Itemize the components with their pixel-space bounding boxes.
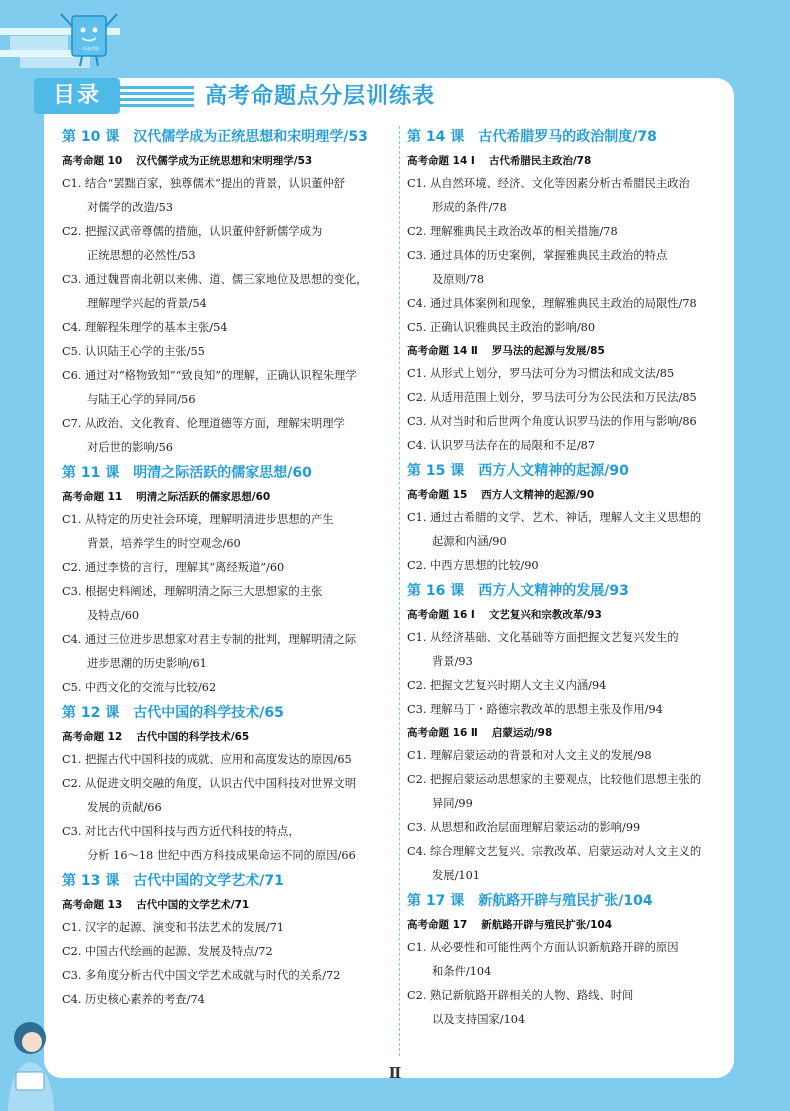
lesson-title: 古代希腊罗马的政治制度/78 bbox=[478, 129, 657, 145]
toc-item-continuation: 理解理学兴起的背景/54 bbox=[87, 297, 207, 310]
toc-item-text: C3. 对比古代中国科技与西方近代科技的特点， bbox=[62, 825, 300, 838]
toc-item-text: C2. 理解雅典民主政治改革的相关措施/78 bbox=[407, 225, 618, 238]
lesson-number: 第 15 课 bbox=[407, 463, 465, 479]
toc-item-continuation: 分析 16～18 世纪中西方科技成果命运不同的原因/66 bbox=[87, 849, 356, 862]
toc-item-continuation: 和条件/104 bbox=[432, 965, 492, 978]
toc-item-text: C2. 中国古代绘画的起源、发展及特点/72 bbox=[62, 945, 273, 958]
toc-item-continuation: 背景/93 bbox=[432, 655, 473, 668]
lesson-heading[interactable] bbox=[407, 124, 732, 150]
toc-item-text: C3. 多角度分析古代中国文学艺术成就与时代的关系/72 bbox=[62, 969, 341, 982]
exam-topic-label: 高考命题 11 bbox=[62, 491, 123, 503]
lesson-heading[interactable] bbox=[62, 868, 392, 894]
lesson-number: 第 17 课 bbox=[407, 893, 465, 909]
toc-item[interactable] bbox=[62, 772, 392, 820]
toc-item-text: C1. 从特定的历史社会环境，理解明清进步思想的产生 bbox=[62, 513, 334, 526]
toc-item-text: C2. 熟记新航路开辟相关的人物、路线、时间 bbox=[407, 989, 634, 1002]
exam-topic-heading[interactable] bbox=[407, 150, 732, 172]
lesson-heading[interactable] bbox=[62, 460, 392, 486]
lesson-heading[interactable] bbox=[407, 888, 732, 914]
toc-item-continuation: 及特点/60 bbox=[87, 609, 140, 622]
toc-item-continuation: 形成的条件/78 bbox=[432, 201, 507, 214]
lesson-number: 第 12 课 bbox=[62, 705, 120, 721]
exam-topic-heading[interactable] bbox=[407, 722, 732, 744]
toc-item[interactable] bbox=[407, 744, 732, 768]
toc-stripes bbox=[118, 86, 194, 108]
toc-item[interactable] bbox=[62, 412, 392, 460]
lesson-title: 汉代儒学成为正统思想和宋明理学/53 bbox=[133, 129, 368, 145]
exam-topic-title: 古代希腊民主政治/78 bbox=[488, 155, 592, 167]
toc-item[interactable] bbox=[407, 410, 732, 434]
toc-item[interactable] bbox=[62, 676, 392, 700]
toc-item-text: C1. 从形式上划分，罗马法可分为习惯法和成文法/85 bbox=[407, 367, 675, 380]
exam-topic-title: 古代中国的文学艺术/71 bbox=[136, 899, 250, 911]
lesson-title: 明清之际活跃的儒家思想/60 bbox=[133, 465, 312, 481]
toc-item-text: C1. 把握古代中国科技的成就、应用和高度发达的原因/65 bbox=[62, 753, 352, 766]
exam-topic-label: 高考命题 14 Ⅱ bbox=[407, 345, 478, 357]
lesson-title: 古代中国的文学艺术/71 bbox=[133, 873, 284, 889]
toc-item[interactable] bbox=[62, 988, 392, 1012]
lesson-title: 新航路开辟与殖民扩张/104 bbox=[478, 893, 653, 909]
toc-item[interactable] bbox=[407, 674, 732, 698]
exam-topic-label: 高考命题 15 bbox=[407, 489, 468, 501]
exam-topic-heading[interactable] bbox=[407, 340, 732, 362]
toc-item-text: C7. 从政治、文化教育、伦理道德等方面，理解宋明理学 bbox=[62, 417, 345, 430]
toc-item[interactable] bbox=[407, 698, 732, 722]
exam-topic-label: 高考命题 13 bbox=[62, 899, 123, 911]
toc-left-column bbox=[62, 124, 392, 1012]
exam-topic-label: 高考命题 12 bbox=[62, 731, 123, 743]
toc-item-text: C4. 综合理解文艺复兴、宗教改革、启蒙运动对人文主义的 bbox=[407, 845, 702, 858]
toc-item-text: C4. 通过三位进步思想家对君主专制的批判，理解明清之际 bbox=[62, 633, 357, 646]
exam-topic-label: 高考命题 17 bbox=[407, 919, 468, 931]
toc-item[interactable] bbox=[407, 244, 732, 292]
toc-item-text: C2. 把握文艺复兴时期人文主义内涵/94 bbox=[407, 679, 607, 692]
toc-item[interactable] bbox=[62, 820, 392, 868]
toc-item-text: C5. 中西文化的交流与比较/62 bbox=[62, 681, 217, 694]
toc-item[interactable] bbox=[407, 768, 732, 816]
toc-item[interactable] bbox=[62, 748, 392, 772]
book-mascot-icon bbox=[58, 8, 120, 68]
toc-item[interactable] bbox=[407, 816, 732, 840]
toc-item[interactable] bbox=[62, 220, 392, 268]
toc-item-text: C2. 把握汉武帝尊儒的措施，认识董仲舒新儒学成为 bbox=[62, 225, 323, 238]
mascot-text: 一本高考通 bbox=[79, 46, 99, 51]
lesson-heading[interactable] bbox=[407, 578, 732, 604]
toc-item[interactable] bbox=[407, 292, 732, 316]
toc-item-continuation: 与陆王心学的异同/56 bbox=[87, 393, 196, 406]
toc-item-text: C2. 通过李贽的言行，理解其“离经叛道”/60 bbox=[62, 561, 285, 574]
exam-topic-title: 罗马法的起源与发展/85 bbox=[491, 345, 605, 357]
toc-item-text: C1. 理解启蒙运动的背景和对人文主义的发展/98 bbox=[407, 749, 652, 762]
toc-item-text: C3. 从思想和政治层面理解启蒙运动的影响/99 bbox=[407, 821, 641, 834]
exam-topic-heading[interactable] bbox=[407, 484, 732, 506]
toc-item[interactable] bbox=[407, 220, 732, 244]
lesson-number: 第 11 课 bbox=[62, 465, 120, 481]
toc-item[interactable] bbox=[62, 364, 392, 412]
toc-item-text: C1. 从必要性和可能性两个方面认识新航路开辟的原因 bbox=[407, 941, 679, 954]
toc-item-text: C4. 通过具体案例和现象，理解雅典民主政治的局限性/78 bbox=[407, 297, 697, 310]
toc-item-text: C3. 根据史料阐述，理解明清之际三大思想家的主张 bbox=[62, 585, 323, 598]
exam-topic-heading[interactable] bbox=[407, 914, 732, 936]
lesson-number: 第 16 课 bbox=[407, 583, 465, 599]
lesson-heading[interactable] bbox=[407, 458, 732, 484]
toc-item[interactable] bbox=[62, 172, 392, 220]
exam-topic-label: 高考命题 10 bbox=[62, 155, 123, 167]
toc-right-column bbox=[407, 124, 732, 1032]
toc-item-continuation: 对儒学的改造/53 bbox=[87, 201, 173, 214]
exam-topic-label: 高考命题 16 Ⅰ bbox=[407, 609, 475, 621]
toc-item[interactable] bbox=[407, 554, 732, 578]
toc-item[interactable] bbox=[62, 580, 392, 628]
toc-item-continuation: 正统思想的必然性/53 bbox=[87, 249, 196, 262]
toc-item[interactable] bbox=[407, 936, 732, 984]
exam-topic-heading[interactable] bbox=[62, 726, 392, 748]
toc-item[interactable] bbox=[62, 556, 392, 580]
reading-girl-illustration bbox=[0, 1010, 60, 1111]
exam-topic-title: 古代中国的科学技术/65 bbox=[136, 731, 250, 743]
toc-item[interactable] bbox=[62, 940, 392, 964]
toc-item-text: C1. 从自然环境、经济、文化等因素分析古希腊民主政治 bbox=[407, 177, 690, 190]
toc-item-text: C3. 从对当时和后世两个角度认识罗马法的作用与影响/86 bbox=[407, 415, 697, 428]
toc-item-continuation: 发展/101 bbox=[432, 869, 480, 882]
page-title: 高考命题点分层训练表 bbox=[205, 84, 436, 109]
toc-item-text: C3. 通过魏晋南北朝以来佛、道、儒三家地位及思想的变化， bbox=[62, 273, 368, 286]
lesson-title: 西方人文精神的起源/90 bbox=[478, 463, 629, 479]
exam-topic-heading[interactable] bbox=[62, 486, 392, 508]
exam-topic-title: 西方人文精神的起源/90 bbox=[481, 489, 595, 501]
toc-item-continuation: 异同/99 bbox=[432, 797, 473, 810]
toc-item-continuation: 及原则/78 bbox=[432, 273, 485, 286]
exam-topic-title: 汉代儒学成为正统思想和宋明理学/53 bbox=[136, 155, 313, 167]
toc-item[interactable] bbox=[62, 268, 392, 316]
toc-item[interactable] bbox=[62, 508, 392, 556]
toc-label: 目录 bbox=[34, 78, 120, 114]
toc-item-continuation: 进步思潮的历史影响/61 bbox=[87, 657, 207, 670]
toc-item[interactable] bbox=[407, 626, 732, 674]
toc-item-text: C1. 通过古希腊的文学、艺术、神话，理解人文主义思想的 bbox=[407, 511, 702, 524]
toc-item[interactable] bbox=[62, 964, 392, 988]
toc-item[interactable] bbox=[407, 840, 732, 888]
toc-item-text: C4. 认识罗马法存在的局限和不足/87 bbox=[407, 439, 596, 452]
toc-item[interactable] bbox=[407, 316, 732, 340]
toc-item[interactable] bbox=[407, 434, 732, 458]
toc-item-continuation: 背景，培养学生的时空观念/60 bbox=[87, 537, 241, 550]
toc-item-continuation: 起源和内涵/90 bbox=[432, 535, 507, 548]
lesson-number: 第 10 课 bbox=[62, 129, 120, 145]
lesson-number: 第 14 课 bbox=[407, 129, 465, 145]
column-divider bbox=[399, 126, 400, 1056]
toc-item-text: C5. 正确认识雅典民主政治的影响/80 bbox=[407, 321, 596, 334]
toc-item-text: C2. 从促进文明交融的角度，认识古代中国科技对世界文明 bbox=[62, 777, 357, 790]
exam-topic-title: 明清之际活跃的儒家思想/60 bbox=[136, 491, 271, 503]
toc-item[interactable] bbox=[407, 506, 732, 554]
toc-item-text: C5. 认识陆王心学的主张/55 bbox=[62, 345, 205, 358]
toc-item[interactable] bbox=[407, 984, 732, 1032]
toc-item[interactable] bbox=[62, 340, 392, 364]
page-number: Ⅱ bbox=[388, 1064, 402, 1082]
toc-item-continuation: 以及支持国家/104 bbox=[432, 1013, 526, 1026]
exam-topic-heading[interactable] bbox=[62, 894, 392, 916]
toc-item-text: C3. 理解马丁・路德宗教改革的思想主张及作用/94 bbox=[407, 703, 663, 716]
toc-item[interactable] bbox=[62, 628, 392, 676]
exam-topic-heading[interactable] bbox=[62, 150, 392, 172]
exam-topic-title: 文艺复兴和宗教改革/93 bbox=[488, 609, 602, 621]
toc-item-text: C2. 从适用范围上划分，罗马法可分为公民法和万民法/85 bbox=[407, 391, 697, 404]
toc-item-text: C1. 从经济基础、文化基础等方面把握文艺复兴发生的 bbox=[407, 631, 679, 644]
exam-topic-title: 启蒙运动/98 bbox=[491, 727, 553, 739]
lesson-heading[interactable] bbox=[62, 700, 392, 726]
toc-item-text: C4. 历史核心素养的考查/74 bbox=[62, 993, 205, 1006]
lesson-number: 第 13 课 bbox=[62, 873, 120, 889]
toc-item-text: C2. 中西方思想的比较/90 bbox=[407, 559, 539, 572]
exam-topic-heading[interactable] bbox=[407, 604, 732, 626]
lesson-title: 古代中国的科学技术/65 bbox=[133, 705, 284, 721]
toc-item[interactable] bbox=[62, 916, 392, 940]
toc-item-text: C1. 汉字的起源、演变和书法艺术的发展/71 bbox=[62, 921, 284, 934]
toc-item[interactable] bbox=[407, 386, 732, 410]
toc-item-continuation: 发展的贡献/66 bbox=[87, 801, 162, 814]
toc-item-text: C6. 通过对“格物致知”“致良知”的理解，正确认识程朱理学 bbox=[62, 369, 357, 382]
toc-item-text: C3. 通过具体的历史案例，掌握雅典民主政治的特点 bbox=[407, 249, 668, 262]
toc-item-text: C1. 结合“罢黜百家，独尊儒术”提出的背景，认识董仲舒 bbox=[62, 177, 346, 190]
exam-topic-label: 高考命题 16 Ⅱ bbox=[407, 727, 478, 739]
toc-item-text: C4. 理解程朱理学的基本主张/54 bbox=[62, 321, 228, 334]
toc-item[interactable] bbox=[407, 172, 732, 220]
toc-item[interactable] bbox=[62, 316, 392, 340]
toc-item-continuation: 对后世的影响/56 bbox=[87, 441, 173, 454]
exam-topic-title: 新航路开辟与殖民扩张/104 bbox=[481, 919, 613, 931]
toc-item-text: C2. 把握启蒙运动思想家的主要观点，比较他们思想主张的 bbox=[407, 773, 702, 786]
toc-item[interactable] bbox=[407, 362, 732, 386]
exam-topic-label: 高考命题 14 Ⅰ bbox=[407, 155, 475, 167]
lesson-title: 西方人文精神的发展/93 bbox=[478, 583, 629, 599]
lesson-heading[interactable] bbox=[62, 124, 392, 150]
